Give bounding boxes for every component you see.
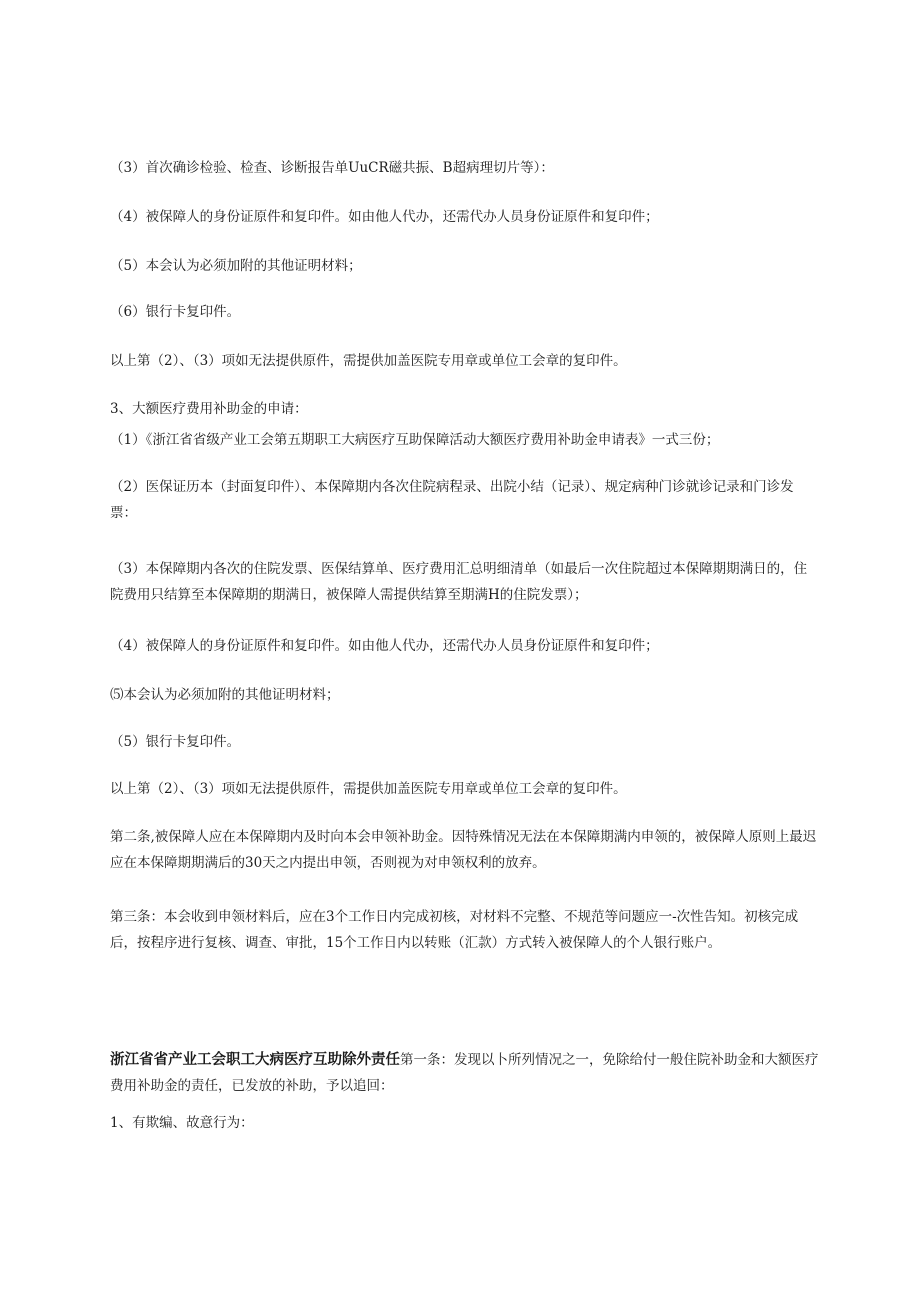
section-heading: 浙江省省产业工会职工大病医疗互助除外责任 <box>110 1052 400 1068</box>
doc-line-7: （1）《浙江省省级产业工会第五期职工大病医疗互助保障活动大额医疗费用补助金申请表》一式三份； <box>110 432 720 448</box>
doc-line-6: 3、大额医疗费用补助金的申请： <box>110 401 308 417</box>
doc-paragraph-15: 第三条：本会收到申领材料后，应在3个工作日内完成初核，对材料不完整、不规范等问题应一-次性告知。初核完成后，按程序进行复核、调查、审批，15个工作日内以转账（汇款）方式转入被保障人的个人银行账户。 <box>110 909 799 951</box>
section-paragraph <box>110 1047 820 1099</box>
doc-line-11: ⑸本会认为必须加附的其他证明材料； <box>110 687 340 703</box>
doc-line-13: 以上第（2）、（3）项如无法提供原件，需提供加盖医院专用章或单位工会章的复印件。 <box>110 781 627 797</box>
doc-line-4: （6）银行卡复印件。 <box>110 304 241 320</box>
doc-line-5: 以上第（2）、（3）项如无法提供原件，需提供加盖医院专用章或单位工会章的复印件。 <box>110 353 627 369</box>
doc-line-3: （5）本会认为必须加附的其他证明材料； <box>110 258 362 274</box>
doc-line-1: （3）首次确诊检验、检查、诊断报告单UuCR磁共振、B超病理切片等）： <box>110 160 554 176</box>
section-text: 第一条：发现以卜所列情况之一，免除给付一般住院补助金和大额医疗费用补助金的责任，已发放的补助，予以追回： <box>110 1052 819 1094</box>
doc-line-2: （4）被保障人的身份证原件和复印件。如由他人代办，还需代办人员身份证原件和复印件； <box>110 209 659 225</box>
doc-last-line: 1、有欺编、故意行为： <box>110 1115 254 1131</box>
doc-paragraph-9: （3）本保障期内各次的住院发票、医保结算单、医疗费用汇总明细清单（如最后一次住院超过本保障期期满日的，住院费用只结算至本保障期的期满日，被保障人需提供结算至期满H的住院发票）； <box>110 561 808 603</box>
doc-paragraph-8: （2）医保证历本（封面复印件）、本保障期内各次住院病程录、出院小结（记录）、规定病种门诊就诊记录和门诊发票： <box>110 479 794 521</box>
doc-paragraph-14: 第二条,被保障人应在本保障期内及时向本会申领补助金。因特殊情况无法在本保障期满内申领的，被保障人原则上最迟应在本保障期期满后的30天之内提出申领，否则视为对申领权利的放弃。 <box>110 829 817 871</box>
doc-line-10: （4）被保障人的身份证原件和复印件。如由他人代办，还需代办人员身份证原件和复印件； <box>110 638 659 654</box>
doc-line-12: （5）银行卡复印件。 <box>110 734 241 750</box>
